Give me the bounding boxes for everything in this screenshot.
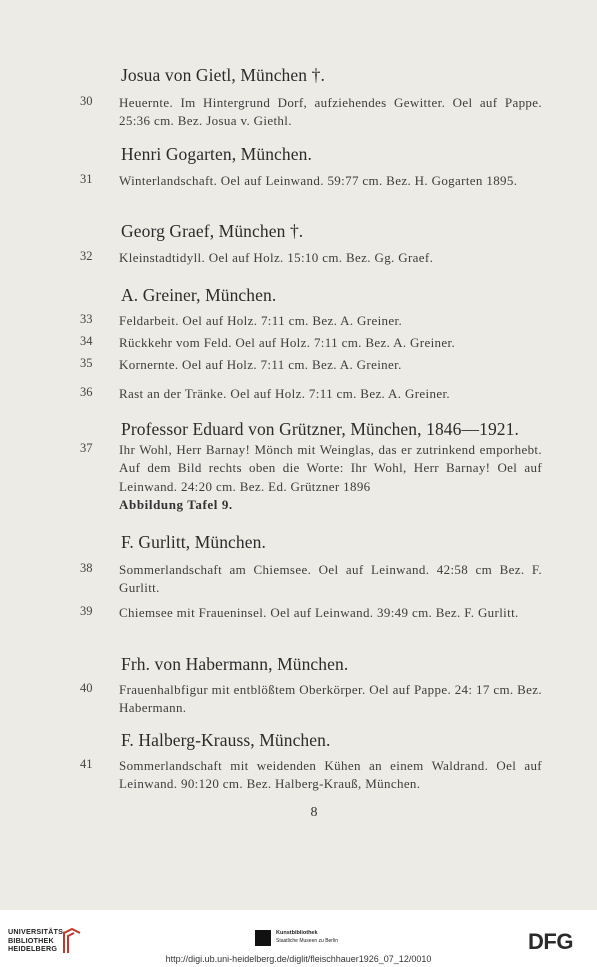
entry-number: 33 bbox=[80, 312, 93, 326]
entry-number: 41 bbox=[80, 757, 93, 771]
entry-number: 37 bbox=[80, 441, 93, 455]
artist-heading: Frh. von Habermann, München. bbox=[121, 654, 349, 674]
digitization-footer bbox=[0, 910, 597, 967]
artist-heading: F. Halberg-Krauss, München. bbox=[121, 730, 331, 750]
entry-text: Feldarbeit. Oel auf Holz. 7:11 cm. Bez. A. Greiner. bbox=[119, 313, 403, 328]
catalog-entry bbox=[80, 356, 542, 374]
ub-logo-line: UNIVERSITÄTS- bbox=[8, 927, 66, 936]
catalog-entry bbox=[80, 312, 542, 330]
dfg-logo: DFG bbox=[528, 929, 573, 954]
entry-number: 32 bbox=[80, 249, 93, 263]
entry-number: 38 bbox=[80, 561, 93, 575]
page-number: 8 bbox=[310, 805, 318, 820]
catalog-entry bbox=[80, 334, 542, 352]
catalog-entry bbox=[80, 385, 542, 403]
catalog-entry bbox=[80, 94, 542, 131]
entry-text: Ihr Wohl, Herr Barnay! Mönch mit Weinglas, das er zutrinkend emporhebt. Auf dem Bild rechts oben die Worte: Ihr Wohl, Herr Barnay! Oel auf Leinwand. 24:20 cm. Bez. Ed. Grützner 1896 bbox=[119, 442, 542, 494]
artist-heading: Professor Eduard von Grützner, München, 1846—1921. bbox=[121, 419, 519, 439]
artist-heading: Georg Graef, München †. bbox=[121, 221, 304, 241]
catalog-entry bbox=[80, 172, 542, 190]
kb-logo-line: Kunstbibliothek bbox=[276, 930, 318, 936]
catalog-entry bbox=[80, 757, 542, 794]
entry-text: Chiemsee mit Fraueninsel. Oel auf Leinwand. 39:49 cm. Bez. F. Gurlitt. bbox=[119, 605, 519, 620]
entry-number: 36 bbox=[80, 385, 93, 399]
ub-emblem-icon bbox=[62, 927, 82, 955]
kunstbibliothek-mark-icon bbox=[255, 930, 271, 946]
entry-text: Sommerlandschaft mit weidenden Kühen an einem Waldrand. Oel auf Leinwand. 90:120 cm. Bez. Halberg-Krauß, München. bbox=[119, 758, 542, 792]
catalog-entry bbox=[80, 681, 542, 718]
entry-text: Rast an der Tränke. Oel auf Holz. 7:11 cm. Bez. A. Greiner. bbox=[119, 386, 451, 401]
artist-heading: Josua von Gietl, München †. bbox=[121, 65, 325, 85]
kb-logo-line: Staatliche Museen zu Berlin bbox=[276, 938, 338, 944]
artist-heading: A. Greiner, München. bbox=[121, 285, 277, 305]
catalog-entry bbox=[80, 249, 542, 267]
entry-text: Heuernte. Im Hintergrund Dorf, aufziehendes Gewitter. Oel auf Pappe. 25:36 cm. Bez. Josua v. Giethl. bbox=[119, 95, 542, 129]
source-url[interactable]: http://digi.ub.uni-heidelberg.de/diglit/fleischhauer1926_07_12/0010 bbox=[165, 954, 432, 964]
artist-heading: Henri Gogarten, München. bbox=[121, 144, 312, 164]
ub-logo-line: BIBLIOTHEK bbox=[8, 935, 54, 945]
entry-number: 40 bbox=[80, 681, 93, 695]
entry-text: Kornernte. Oel auf Holz. 7:11 cm. Bez. A. Greiner. bbox=[119, 357, 402, 372]
catalog-entry bbox=[80, 604, 542, 622]
artist-heading: F. Gurlitt, München. bbox=[121, 532, 266, 552]
entry-text: Sommerlandschaft am Chiemsee. Oel auf Leinwand. 42:58 cm Bez. F. Gurlitt. bbox=[119, 562, 542, 596]
catalog-entry bbox=[80, 441, 542, 514]
entry-number: 34 bbox=[80, 334, 93, 348]
entry-text: Kleinstadtidyll. Oel auf Holz. 15:10 cm. Bez. Gg. Graef. bbox=[119, 250, 434, 265]
catalog-entry bbox=[80, 561, 542, 598]
entry-number: 39 bbox=[80, 604, 93, 618]
entry-text: Rückkehr vom Feld. Oel auf Holz. 7:11 cm. Bez. A. Greiner. bbox=[119, 335, 456, 350]
entry-text: Winterlandschaft. Oel auf Leinwand. 59:77 cm. Bez. H. Gogarten 1895. bbox=[119, 173, 518, 188]
entry-text: Frauenhalbfigur mit entblößtem Oberkörper. Oel auf Pappe. 24: 17 cm. Bez. Habermann. bbox=[119, 682, 542, 716]
entry-number: 30 bbox=[80, 94, 93, 108]
entry-number: 35 bbox=[80, 356, 93, 370]
ub-logo-line: HEIDELBERG bbox=[8, 944, 58, 953]
figure-reference: Abbildung Tafel 9. bbox=[119, 496, 233, 512]
entry-number: 31 bbox=[80, 172, 93, 186]
